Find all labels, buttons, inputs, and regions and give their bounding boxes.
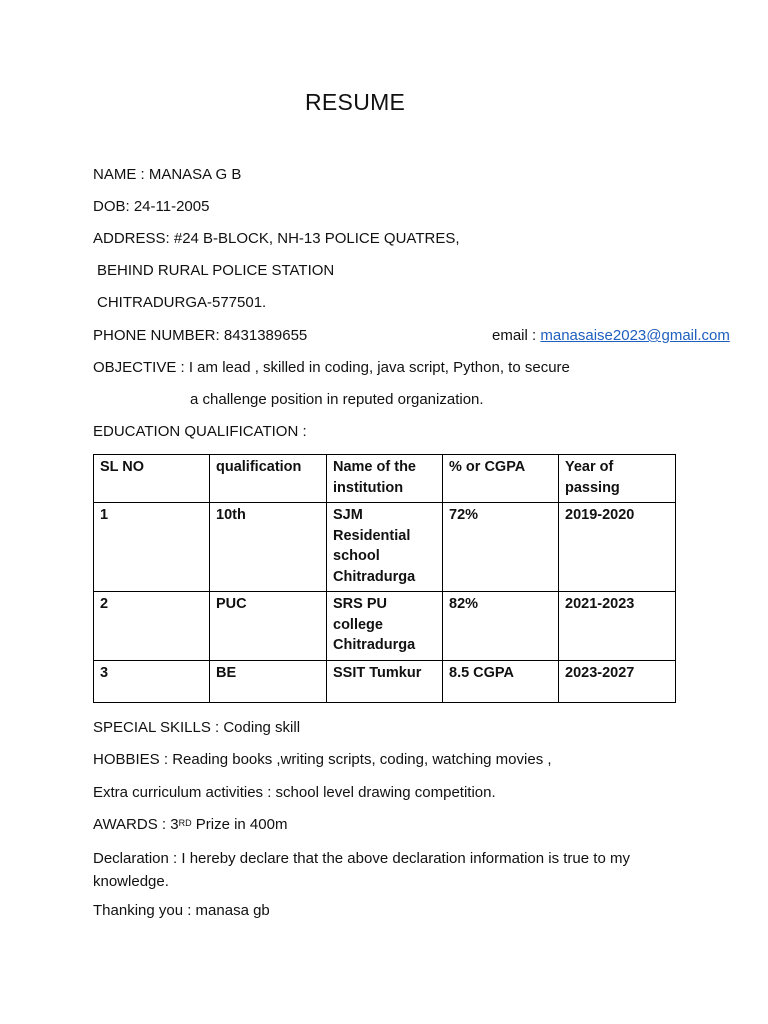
email-label: email : (492, 327, 541, 344)
education-heading: EDUCATION QUALIFICATION : (93, 423, 307, 440)
awards-line (93, 815, 287, 835)
extra-curricular-line: Extra curriculum activities : school level drawing competition. (93, 784, 496, 801)
declaration-text: Declaration : I hereby declare that the above declaration information is true to my knowledge. (93, 850, 630, 890)
table-cell: 3 (94, 660, 210, 702)
table-cell: BE (210, 660, 327, 702)
table-row (94, 592, 676, 661)
table-cell: 82% (443, 592, 559, 661)
table-cell: PUC (210, 592, 327, 661)
table-row (94, 503, 676, 592)
awards-suffix: Prize in 400m (191, 816, 288, 833)
address-line-3: CHITRADURGA-577501. (97, 294, 267, 311)
table-cell: 10th (210, 503, 327, 592)
table-cell: 72% (443, 503, 559, 592)
phone-text: PHONE NUMBER: 8431389655 (93, 327, 308, 344)
address-line-1: ADDRESS: #24 B-BLOCK, NH-13 POLICE QUATRES, (93, 230, 460, 247)
name-line: NAME : MANASA G B (93, 166, 242, 183)
table-cell: 2019-2020 (559, 503, 676, 592)
email-group (492, 326, 730, 346)
objective-line-2: a challenge position in reputed organization. (190, 391, 484, 408)
table-cell: 8.5 CGPA (443, 660, 559, 702)
header-institution: Name of the institution (327, 455, 443, 503)
table-cell: SSIT Tumkur (327, 660, 443, 702)
table-cell: 2021-2023 (559, 592, 676, 661)
table-header-row (94, 455, 676, 503)
header-sl-no: SL NO (94, 455, 210, 503)
email-link[interactable]: manasaise2023@gmail.com (540, 327, 730, 344)
closing-line: Thanking you : manasa gb (93, 902, 270, 919)
contact-line (93, 326, 730, 346)
header-percentage: % or CGPA (443, 455, 559, 503)
awards-superscript: RD (178, 818, 192, 828)
education-table (93, 454, 676, 703)
awards-prefix: AWARDS : 3 (93, 816, 179, 833)
objective-line-1: OBJECTIVE : I am lead , skilled in coding, java script, Python, to secure (93, 359, 570, 376)
page-title: RESUME (305, 89, 406, 115)
table-row (94, 660, 676, 702)
header-year: Year of passing (559, 455, 676, 503)
dob-line: DOB: 24-11-2005 (93, 198, 210, 215)
hobbies-line: HOBBIES : Reading books ,writing scripts, coding, watching movies , (93, 751, 552, 768)
table-cell: SJM Residential school Chitradurga (327, 503, 443, 592)
header-qualification: qualification (210, 455, 327, 503)
table-cell: 2 (94, 592, 210, 661)
table-cell: SRS PU college Chitradurga (327, 592, 443, 661)
address-line-2: BEHIND RURAL POLICE STATION (97, 262, 335, 279)
table-cell: 1 (94, 503, 210, 592)
special-skills-line: SPECIAL SKILLS : Coding skill (93, 719, 301, 736)
table-cell: 2023-2027 (559, 660, 676, 702)
